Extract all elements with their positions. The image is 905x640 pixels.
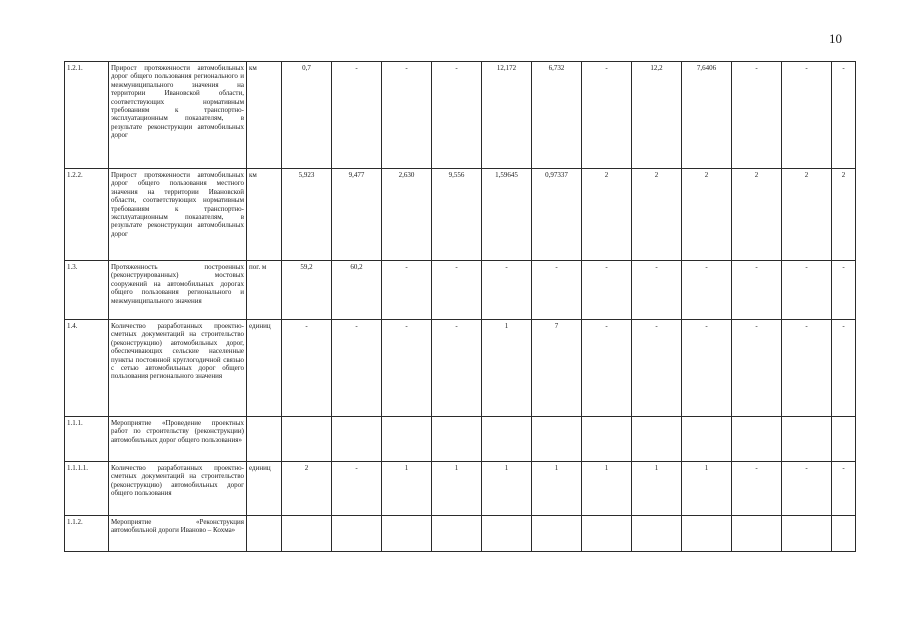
value-cell: 2 bbox=[682, 169, 732, 261]
value-cell: - bbox=[682, 261, 732, 320]
row-unit: пог. м bbox=[247, 261, 282, 320]
value-cell bbox=[332, 417, 382, 462]
value-cell: - bbox=[732, 261, 782, 320]
value-cell: - bbox=[382, 320, 432, 417]
value-cell bbox=[282, 516, 332, 552]
value-cell bbox=[582, 417, 632, 462]
value-cell bbox=[732, 516, 782, 552]
row-description: Прирост протяженности автомобильных дорог общего пользования регионального и межмуниципального значения на территории Ивановской области, соответствующих нормативным требованиям к транспортно-эксплуатационным показателям, в результате реконструкции автомобильных дорог bbox=[109, 62, 247, 169]
row-unit: единиц bbox=[247, 462, 282, 516]
table-body bbox=[65, 62, 856, 552]
row-unit: единиц bbox=[247, 320, 282, 417]
value-cell bbox=[382, 516, 432, 552]
row-description: Количество разработанных проектно-сметных документаций на строительство (реконструкцию) автомобильных дорог общего пользования bbox=[109, 462, 247, 516]
value-cell bbox=[332, 516, 382, 552]
value-cell: 1 bbox=[582, 462, 632, 516]
value-cell: - bbox=[332, 62, 382, 169]
value-cell: 2 bbox=[582, 169, 632, 261]
value-cell: - bbox=[432, 62, 482, 169]
row-unit bbox=[247, 417, 282, 462]
row-unit: км bbox=[247, 62, 282, 169]
value-cell: - bbox=[582, 261, 632, 320]
value-cell: 1 bbox=[682, 462, 732, 516]
value-cell: 7,6406 bbox=[682, 62, 732, 169]
value-cell: - bbox=[582, 320, 632, 417]
value-cell: - bbox=[282, 320, 332, 417]
value-cell: 0,7 bbox=[282, 62, 332, 169]
value-cell: 12,172 bbox=[482, 62, 532, 169]
value-cell bbox=[782, 516, 832, 552]
value-cell: 1 bbox=[482, 462, 532, 516]
value-cell: - bbox=[682, 320, 732, 417]
value-cell bbox=[482, 417, 532, 462]
table-row bbox=[65, 516, 856, 552]
value-cell bbox=[532, 417, 582, 462]
value-cell bbox=[632, 417, 682, 462]
value-cell: - bbox=[332, 462, 382, 516]
value-cell bbox=[632, 516, 682, 552]
value-cell: 7 bbox=[532, 320, 582, 417]
value-cell: - bbox=[432, 320, 482, 417]
value-cell: 2 bbox=[632, 169, 682, 261]
value-cell bbox=[832, 417, 856, 462]
value-cell: 2 bbox=[832, 169, 856, 261]
row-code: 1.3. bbox=[65, 261, 109, 320]
value-cell: - bbox=[632, 320, 682, 417]
value-cell: 1 bbox=[632, 462, 682, 516]
value-cell: 1,59645 bbox=[482, 169, 532, 261]
value-cell: - bbox=[782, 62, 832, 169]
row-unit bbox=[247, 516, 282, 552]
value-cell: 2 bbox=[732, 169, 782, 261]
value-cell bbox=[282, 417, 332, 462]
value-cell: 60,2 bbox=[332, 261, 382, 320]
value-cell: - bbox=[732, 320, 782, 417]
value-cell: 1 bbox=[532, 462, 582, 516]
row-code: 1.2.2. bbox=[65, 169, 109, 261]
row-description: Мероприятие «Проведение проектных работ по строительству (реконструкции) автомобильных дорог общего пользования» bbox=[109, 417, 247, 462]
value-cell: 12,2 bbox=[632, 62, 682, 169]
value-cell: 9,477 bbox=[332, 169, 382, 261]
value-cell: - bbox=[832, 62, 856, 169]
value-cell bbox=[682, 417, 732, 462]
value-cell bbox=[582, 516, 632, 552]
value-cell: - bbox=[382, 261, 432, 320]
value-cell: - bbox=[382, 62, 432, 169]
table-row bbox=[65, 462, 856, 516]
value-cell bbox=[432, 516, 482, 552]
row-description: Протяженность построенных (реконструированных) мостовых сооружений на автомобильных дорогах общего пользования регионального и межмуниципального значения bbox=[109, 261, 247, 320]
value-cell bbox=[832, 516, 856, 552]
value-cell: - bbox=[782, 320, 832, 417]
value-cell: - bbox=[432, 261, 482, 320]
value-cell: - bbox=[482, 261, 532, 320]
value-cell: - bbox=[632, 261, 682, 320]
value-cell: - bbox=[832, 261, 856, 320]
row-code: 1.1.1.1. bbox=[65, 462, 109, 516]
value-cell bbox=[782, 417, 832, 462]
row-unit: км bbox=[247, 169, 282, 261]
value-cell bbox=[382, 417, 432, 462]
table-row bbox=[65, 169, 856, 261]
table-row bbox=[65, 417, 856, 462]
value-cell: - bbox=[832, 320, 856, 417]
row-description: Мероприятие «Реконструкция автомобильной дороги Иваново – Кохма» bbox=[109, 516, 247, 552]
value-cell bbox=[732, 417, 782, 462]
row-code: 1.4. bbox=[65, 320, 109, 417]
value-cell: - bbox=[532, 261, 582, 320]
row-code: 1.1.1. bbox=[65, 417, 109, 462]
value-cell: 2,630 bbox=[382, 169, 432, 261]
value-cell: 1 bbox=[432, 462, 482, 516]
table-row bbox=[65, 62, 856, 169]
value-cell: 9,556 bbox=[432, 169, 482, 261]
table-row bbox=[65, 320, 856, 417]
value-cell: 1 bbox=[482, 320, 532, 417]
value-cell: 0,97337 bbox=[532, 169, 582, 261]
value-cell: 1 bbox=[382, 462, 432, 516]
row-code: 1.2.1. bbox=[65, 62, 109, 169]
value-cell bbox=[432, 417, 482, 462]
value-cell: - bbox=[832, 462, 856, 516]
value-cell bbox=[532, 516, 582, 552]
page-number: 10 bbox=[829, 31, 842, 46]
value-cell: - bbox=[782, 261, 832, 320]
value-cell: - bbox=[732, 462, 782, 516]
value-cell: - bbox=[732, 62, 782, 169]
value-cell: - bbox=[582, 62, 632, 169]
row-description: Количество разработанных проектно-сметных документаций на строительство (реконструкцию) автомобильных дорог, обеспечивающих сельские населенные пункты постоянной круглогодичной связью с сетью автомобильных дорог общего пользования регионального значения bbox=[109, 320, 247, 417]
value-cell: 6,732 bbox=[532, 62, 582, 169]
value-cell bbox=[482, 516, 532, 552]
value-cell: 5,923 bbox=[282, 169, 332, 261]
value-cell: 2 bbox=[782, 169, 832, 261]
value-cell: - bbox=[782, 462, 832, 516]
indicators-table bbox=[64, 61, 856, 552]
value-cell bbox=[682, 516, 732, 552]
table-row bbox=[65, 261, 856, 320]
row-code: 1.1.2. bbox=[65, 516, 109, 552]
value-cell: 59,2 bbox=[282, 261, 332, 320]
value-cell: - bbox=[332, 320, 382, 417]
value-cell: 2 bbox=[282, 462, 332, 516]
row-description: Прирост протяженности автомобильных дорог общего пользования местного значения на территории Ивановской области, соответствующих нормативным требованиям к транспортно-эксплуатационным показателям, в результате реконструкции автомобильных дорог bbox=[109, 169, 247, 261]
